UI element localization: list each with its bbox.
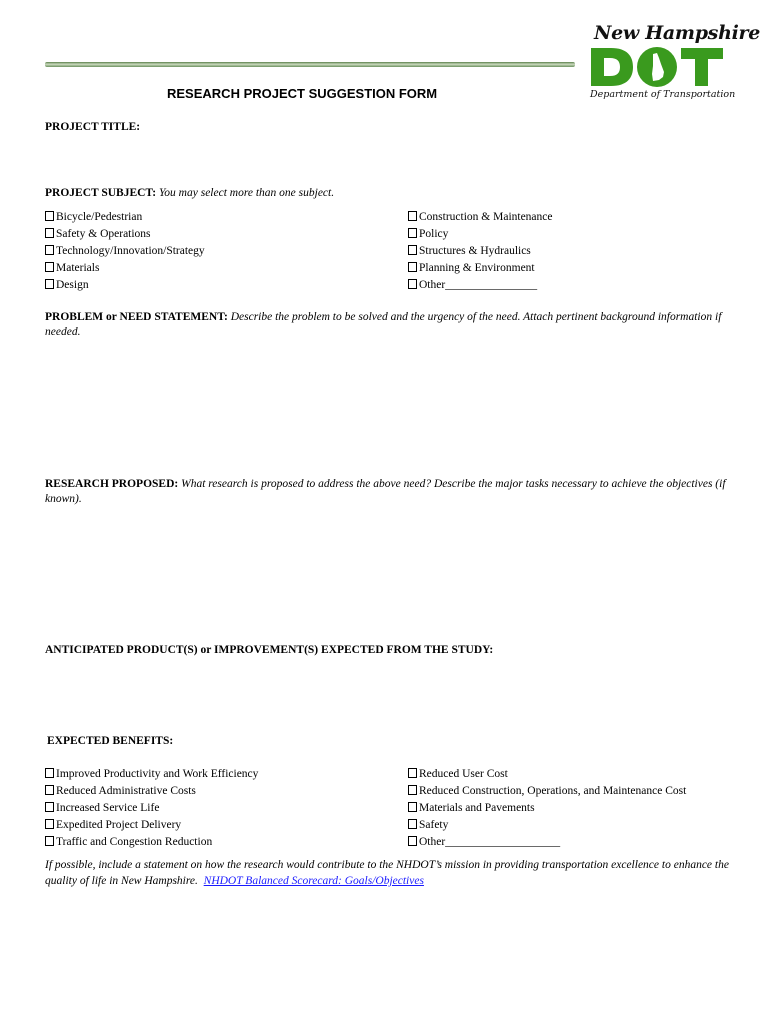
- benefit-option[interactable]: Expedited Project Delivery: [45, 817, 258, 834]
- subject-option[interactable]: Technology/Innovation/Strategy: [45, 243, 205, 260]
- benefit-option[interactable]: Reduced Administrative Costs: [45, 783, 258, 800]
- project-subject-label: PROJECT SUBJECT:: [45, 187, 157, 199]
- project-subject-heading: [45, 187, 334, 199]
- logo-department: Department of Transportation: [590, 89, 736, 100]
- benefit-option[interactable]: Materials and Pavements: [408, 800, 686, 817]
- problem-statement-instruction: Describe the problem to be solved and the urgency of the need. Attach pertinent background information if needed.: [45, 311, 722, 338]
- subject-option[interactable]: Other________________: [408, 277, 553, 294]
- expected-benefits-label: EXPECTED BENEFITS:: [47, 735, 174, 747]
- checkbox[interactable]: [408, 836, 417, 846]
- checkbox[interactable]: [408, 768, 417, 778]
- checkbox[interactable]: [45, 785, 54, 795]
- subject-option[interactable]: Materials: [45, 260, 205, 277]
- checkbox[interactable]: [45, 228, 54, 238]
- checkbox[interactable]: [408, 245, 417, 255]
- logo-letter-t: [681, 48, 723, 86]
- benefit-option[interactable]: Traffic and Congestion Reduction: [45, 834, 258, 851]
- research-proposed-label: RESEARCH PROPOSED:: [45, 478, 179, 490]
- subject-option[interactable]: Bicycle/Pedestrian: [45, 209, 205, 226]
- subject-option[interactable]: Design: [45, 277, 205, 294]
- checkbox[interactable]: [408, 228, 417, 238]
- subject-option[interactable]: Safety & Operations: [45, 226, 205, 243]
- research-proposed-instruction: What research is proposed to address the above need? Describe the major tasks necessary to achieve the objectives (if known).: [45, 478, 726, 505]
- checkbox[interactable]: [408, 819, 417, 829]
- project-subject-instruction: You may select more than one subject.: [158, 187, 335, 199]
- checkbox[interactable]: [408, 211, 417, 221]
- checkbox[interactable]: [45, 802, 54, 812]
- checkbox[interactable]: [45, 245, 54, 255]
- subject-option[interactable]: Construction & Maintenance: [408, 209, 553, 226]
- nhdot-logo: [587, 22, 761, 102]
- anticipated-products-label: ANTICIPATED PRODUCT(S) or IMPROVEMENT(S) EXPECTED FROM THE STUDY:: [45, 644, 494, 656]
- benefit-option[interactable]: Improved Productivity and Work Efficiency: [45, 766, 258, 783]
- research-proposed-section: [45, 477, 735, 507]
- problem-statement-section: [45, 310, 735, 340]
- benefit-option[interactable]: Reduced User Cost: [408, 766, 686, 783]
- footer-statement: If possible, include a statement on how the research would contribute to the NHDOT’s mission in providing transportation excellence to enhance the quality of life in New Hampshire.: [45, 859, 729, 887]
- header-rule: [45, 62, 575, 67]
- benefit-option[interactable]: Increased Service Life: [45, 800, 258, 817]
- subject-options-left: [45, 209, 205, 294]
- checkbox[interactable]: [408, 785, 417, 795]
- problem-statement-label: PROBLEM or NEED STATEMENT:: [45, 311, 228, 323]
- form-title: RESEARCH PROJECT SUGGESTION FORM: [167, 86, 438, 101]
- logo-letter-d: [591, 48, 633, 86]
- checkbox[interactable]: [45, 279, 54, 289]
- checkbox[interactable]: [45, 836, 54, 846]
- scorecard-link[interactable]: NHDOT Balanced Scorecard: Goals/Objectives: [203, 875, 424, 887]
- project-title-label: PROJECT TITLE:: [45, 121, 141, 133]
- benefit-option[interactable]: Safety: [408, 817, 686, 834]
- checkbox[interactable]: [408, 279, 417, 289]
- checkbox[interactable]: [45, 819, 54, 829]
- logo-dot-letters: [587, 46, 727, 90]
- checkbox[interactable]: [45, 768, 54, 778]
- benefit-options-right: [408, 766, 686, 851]
- checkbox[interactable]: [408, 802, 417, 812]
- footer-note: [45, 857, 735, 889]
- benefit-options-left: [45, 766, 258, 851]
- checkbox[interactable]: [45, 262, 54, 272]
- benefit-option[interactable]: Other____________________: [408, 834, 686, 851]
- subject-option[interactable]: Policy: [408, 226, 553, 243]
- subject-option[interactable]: Planning & Environment: [408, 260, 553, 277]
- logo-state-name: New Hampshire: [594, 22, 761, 44]
- subject-options-right: [408, 209, 553, 294]
- subject-option[interactable]: Structures & Hydraulics: [408, 243, 553, 260]
- checkbox[interactable]: [45, 211, 54, 221]
- checkbox[interactable]: [408, 262, 417, 272]
- benefit-option[interactable]: Reduced Construction, Operations, and Maintenance Cost: [408, 783, 686, 800]
